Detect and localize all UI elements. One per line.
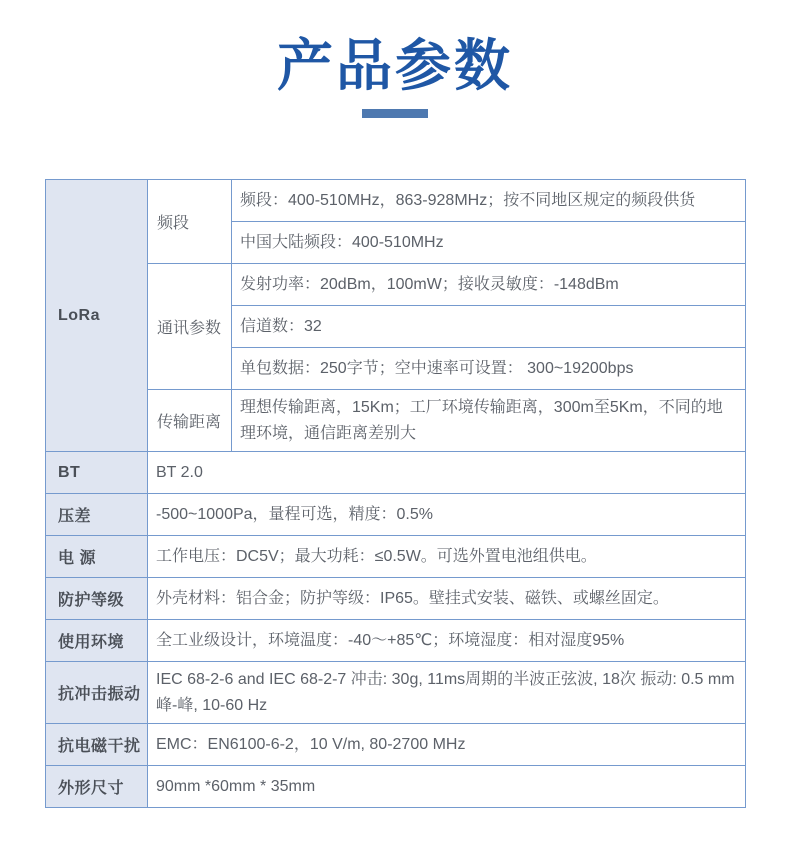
page-header: [0, 0, 790, 118]
table-row: [46, 452, 746, 494]
value-cell: BT 2.0: [148, 452, 746, 494]
row-label-cell-dimensions: 外形尺寸: [46, 766, 148, 808]
table-row: [46, 662, 746, 724]
table-row: [46, 766, 746, 808]
value-cell: 发射功率：20dBm，100mW；接收灵敏度：-148dBm: [232, 264, 746, 306]
row-label-cell-environment: 使用环境: [46, 620, 148, 662]
row-label-cell-shock-vibration: 抗冲击振动: [46, 662, 148, 724]
row-label-cell-power: 电 源: [46, 536, 148, 578]
row-label-cell-bt: BT: [46, 452, 148, 494]
table-row: [46, 724, 746, 766]
subcategory-cell-distance: 传输距离: [148, 390, 232, 452]
table-row: [46, 180, 746, 222]
row-label-cell-protection: 防护等级: [46, 578, 148, 620]
value-cell: 90mm *60mm * 35mm: [148, 766, 746, 808]
row-label-cell-pressure: 压差: [46, 494, 148, 536]
subcategory-cell-band: 频段: [148, 180, 232, 264]
table-row: [46, 264, 746, 306]
spec-table: [45, 179, 746, 808]
lora-label-cell: LoRa: [46, 180, 148, 452]
value-cell: 理想传输距离，15Km；工厂环境传输距离，300m至5Km，不同的地理环境，通信距离差别大: [232, 390, 746, 452]
table-row: [46, 620, 746, 662]
value-cell: 全工业级设计，环境温度：-40～+85℃；环境湿度：相对湿度95%: [148, 620, 746, 662]
value-cell: -500~1000Pa，量程可选，精度：0.5%: [148, 494, 746, 536]
row-label-cell-emi: 抗电磁干扰: [46, 724, 148, 766]
value-cell: EMC：EN6100-6-2，10 V/m, 80-2700 MHz: [148, 724, 746, 766]
value-cell: 单包数据：250字节；空中速率可设置： 300~19200bps: [232, 348, 746, 390]
value-cell: 频段：400-510MHz，863-928MHz；按不同地区规定的频段供货: [232, 180, 746, 222]
title-underline-accent: [362, 109, 428, 118]
value-cell: 中国大陆频段：400-510MHz: [232, 222, 746, 264]
table-row: [46, 390, 746, 452]
page-title: 产品参数: [277, 34, 513, 97]
value-cell: 工作电压：DC5V；最大功耗：≤0.5W。可选外置电池组供电。: [148, 536, 746, 578]
value-cell: 信道数：32: [232, 306, 746, 348]
table-row: [46, 494, 746, 536]
table-row: [46, 536, 746, 578]
value-cell: IEC 68-2-6 and IEC 68-2-7 冲击: 30g, 11ms周期的半波正弦波, 18次 振动: 0.5 mm 峰-峰, 10-60 Hz: [148, 662, 746, 724]
subcategory-cell-comm-params: 通讯参数: [148, 264, 232, 390]
table-row: [46, 578, 746, 620]
value-cell: 外壳材料：铝合金；防护等级：IP65。壁挂式安装、磁铁、或螺丝固定。: [148, 578, 746, 620]
